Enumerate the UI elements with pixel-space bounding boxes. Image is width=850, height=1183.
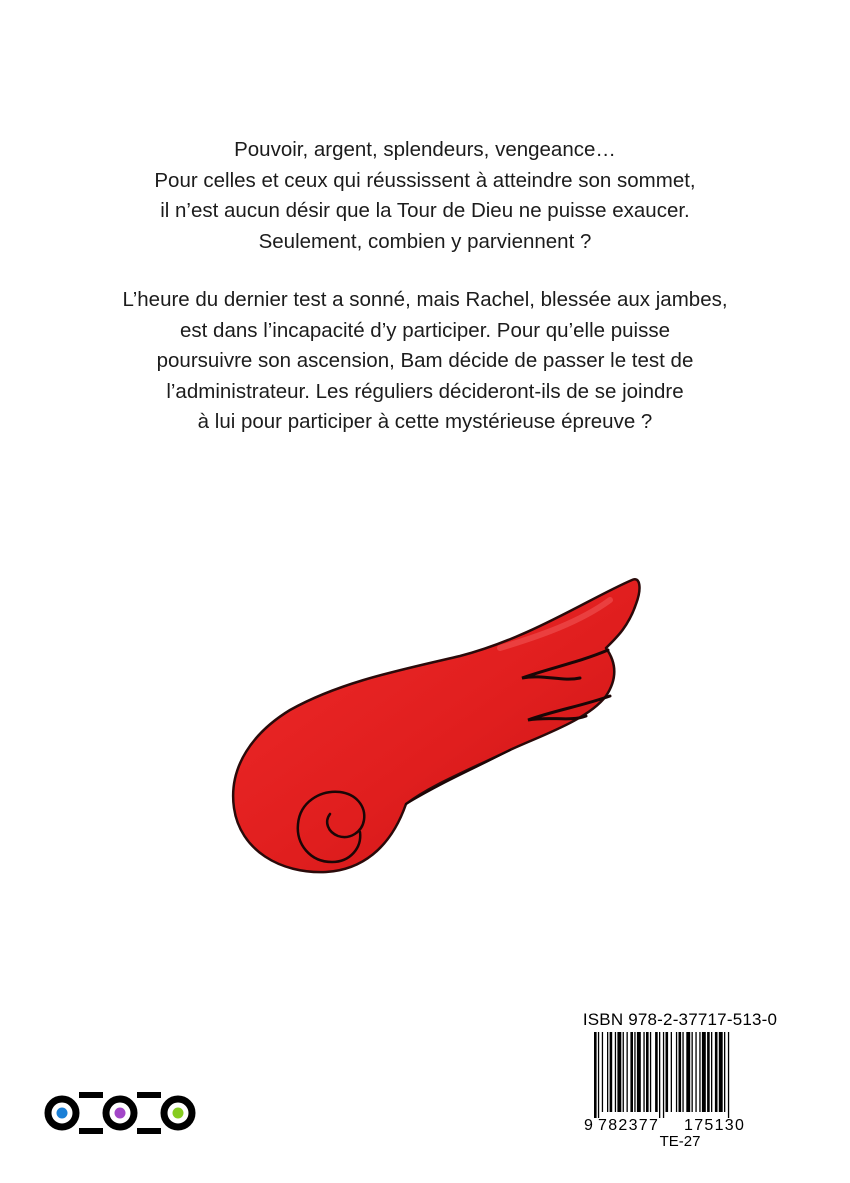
barcode-bar bbox=[676, 1032, 677, 1112]
blurb-line: poursuivre son ascension, Bam décide de passer le test de bbox=[156, 349, 694, 372]
barcode-bar bbox=[630, 1032, 633, 1112]
barcode-digit-first: 9 bbox=[584, 1117, 593, 1132]
barcode-digits-left: 782377 bbox=[598, 1117, 660, 1132]
blurb-line: à lui pour participer à cette mystérieuse épreuve ? bbox=[197, 410, 653, 433]
logo-dot-purple bbox=[115, 1108, 126, 1119]
barcode-bar bbox=[615, 1032, 616, 1112]
barcode-bar bbox=[679, 1032, 682, 1112]
barcode-bar bbox=[702, 1032, 706, 1112]
barcode-digits-right: 175130 bbox=[684, 1117, 746, 1132]
barcode-bar bbox=[623, 1032, 624, 1112]
barcode-bar bbox=[695, 1032, 696, 1112]
wing-shape bbox=[233, 579, 639, 872]
product-code: TE-27 bbox=[659, 1133, 701, 1150]
barcode-bar bbox=[617, 1032, 621, 1112]
barcode-bar bbox=[692, 1032, 693, 1112]
blurb-line: est dans l’incapacité d’y participer. Pour qu’elle puisse bbox=[180, 318, 670, 342]
barcode-bar bbox=[663, 1032, 664, 1118]
barcode-bar bbox=[659, 1032, 660, 1118]
logo-dot-blue bbox=[57, 1108, 68, 1119]
barcode-bar bbox=[699, 1032, 700, 1112]
barcode-bar bbox=[602, 1032, 603, 1112]
blurb-line: Pouvoir, argent, splendeurs, vengeance… bbox=[234, 138, 616, 161]
blurb-line: l’administrateur. Les réguliers décideront-ils de se joindre bbox=[166, 379, 684, 403]
blurb-line: il n’est aucun désir que la Tour de Dieu ne puisse exaucer. bbox=[160, 199, 690, 222]
barcode-bar bbox=[655, 1032, 658, 1112]
barcode-bar bbox=[686, 1032, 690, 1112]
barcode-bar bbox=[671, 1032, 672, 1112]
barcode-bar bbox=[707, 1032, 710, 1112]
logo-letter-t-bar bbox=[79, 1092, 103, 1098]
barcode-bar bbox=[598, 1032, 599, 1118]
logo-letter-t-bottom bbox=[137, 1128, 161, 1134]
barcode-bar bbox=[646, 1032, 649, 1112]
barcode-bar bbox=[634, 1032, 635, 1112]
barcode-bar bbox=[637, 1032, 641, 1112]
logo-letter-t-bottom bbox=[79, 1128, 103, 1134]
blurb-line: Pour celles et ceux qui réussissent à atteindre son sommet, bbox=[154, 168, 696, 192]
barcode-bar bbox=[724, 1032, 725, 1112]
barcode-bar bbox=[594, 1032, 597, 1118]
isbn-barcode bbox=[584, 1030, 770, 1132]
barcode-bar bbox=[610, 1032, 613, 1112]
barcode-bar bbox=[650, 1032, 651, 1112]
barcode-bar bbox=[607, 1032, 608, 1112]
logo-letter-t-bar bbox=[137, 1092, 161, 1098]
red-wing-illustration bbox=[210, 570, 660, 910]
logo-dot-green bbox=[173, 1108, 184, 1119]
ototo-publisher-logo bbox=[40, 1075, 200, 1145]
barcode-bar bbox=[627, 1032, 628, 1112]
barcode-bar bbox=[715, 1032, 718, 1112]
barcode-bar bbox=[643, 1032, 644, 1112]
blurb-line: Seulement, combien y parviennent ? bbox=[258, 229, 592, 253]
barcode-bar bbox=[666, 1032, 669, 1112]
barcode-bar bbox=[719, 1032, 723, 1112]
blurb-paragraph-1 bbox=[60, 135, 790, 257]
blurb-line: L’heure du dernier test a sonné, mais Rachel, blessée aux jambes, bbox=[122, 288, 728, 311]
barcode-bar bbox=[682, 1032, 683, 1112]
barcode-bar bbox=[728, 1032, 729, 1118]
barcode-bars bbox=[594, 1032, 729, 1118]
blurb-paragraph-2 bbox=[60, 285, 790, 438]
isbn-label: ISBN 978-2-37717-513-0 bbox=[582, 1010, 778, 1029]
barcode-bar bbox=[711, 1032, 712, 1112]
